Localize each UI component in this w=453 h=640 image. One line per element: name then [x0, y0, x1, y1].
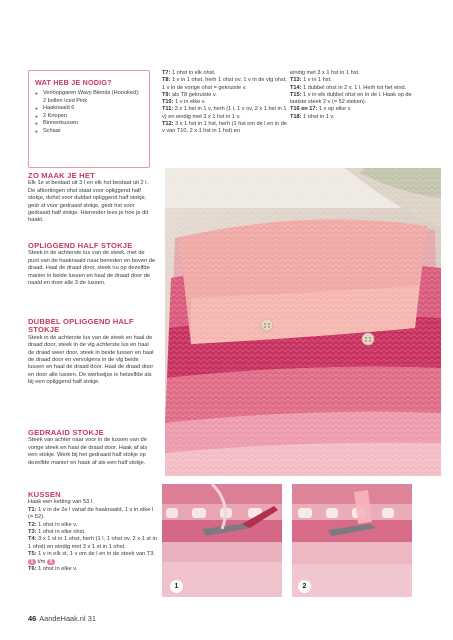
pattern-row: T3: 1 ohst in elke ohst. — [28, 529, 86, 536]
step-illustration — [292, 484, 412, 597]
pattern-row: eindig met 3 x 1 hst in 1 hst. — [290, 70, 360, 76]
section-title: DUBBEL OPLIGGEND HALF STOKJE — [28, 317, 134, 335]
step-badge: 1 — [170, 580, 183, 593]
materials-list — [35, 90, 143, 136]
materials-item: ● Verloopgaren Wavy Blends (Hoooked): 2 bollen Iced Pink — [35, 90, 143, 105]
section-opliggend — [28, 242, 156, 287]
section-text: Steek in de achterste lus van de steek, met de punt van de haaknaald naar beneden en boven de draad. Haal de draad door, steek nu op dezelfde manier in beide lussen en haal de draad door de naald en door alle 3 de lussen. — [28, 250, 156, 287]
section-text: Steek in de achterste lus van de steek en haal de draad door, steek in de vlg achterste lus en haal de draad weer door, steek in beide lussen en haal de draad door en vervolgens in de vlg beide lussen en haal de draad door. Haal de draad door en door alle lussen. De werkwijze is hetzelfde als bij een opliggend half stokje. — [28, 334, 154, 386]
section-title: ZO MAAK JE HET — [28, 171, 95, 180]
pattern-row: T12: 3 x 1 hst in 1 hst, herh (1 hst om de l en in de v van T10, 2 x 1 hst in 1 hst) en — [162, 121, 288, 135]
materials-item: ● Haaknaald 6 — [35, 105, 143, 113]
materials-item: ● 2 Knopen — [35, 113, 143, 121]
pattern-row: T7: 1 ohst in elk ohst. — [162, 70, 216, 76]
repeat-badge: 1 — [28, 559, 36, 565]
step-photo-2 — [292, 484, 412, 597]
pattern-row: T10: 1 v in elke v. — [162, 99, 206, 106]
section-text: Steek van achter naar voor in de lussen van de vorige steek en haal de draad door. Haak af als een stokje. Werk bij het gedraaid half stokje op dezelfde manier en haak af als een half stokje. — [28, 437, 148, 466]
step-photo-1 — [162, 484, 282, 597]
section-zo-maak — [28, 172, 156, 225]
pattern-column-right — [290, 70, 418, 121]
pillow-illustration — [165, 168, 441, 476]
pattern-row: T15: 1 v in elk dubbel ohst en in de l. Haak op de laatste steek 2 v (= 52 steken). — [290, 91, 412, 106]
pattern-row: T6: 1 ohst in elke v. — [28, 566, 78, 573]
pattern-row: T14: 1 dubbel ohst in 2 v, 1 l. Herh tot het eind. — [290, 84, 407, 91]
pattern-row: T2: 1 ohst in elke v. — [28, 521, 78, 528]
materials-title: WAT HEB JE NODIG? — [35, 78, 112, 87]
repeat-range-text: t/m — [37, 558, 46, 565]
page-number: 46 — [28, 614, 37, 623]
materials-item: ● Binnenkussen — [35, 120, 143, 128]
pattern-column-middle — [162, 70, 288, 136]
section-text: Elk 1e st bestaat uit 3 l en elk hst bestaat uit 2 l. De afkortingen ohst staat voor opliggend half stokje, dohst voor dubbel opliggend half stokje, gedr st voor gedraaid stokje, gedr hst voor gedraaid half stokje. Hieronder lees je hoe je dit haakt. — [28, 180, 149, 224]
step-badge: 2 — [298, 580, 311, 593]
page-footer — [28, 614, 96, 623]
pattern-row: T11: 3 x 1 hst in 1 v, herh (1 l, 1 v ov, 2 x 1 hst in 1 v) en eindig met 3 x 1 hst in 1 v. — [162, 106, 287, 120]
section-kussen — [28, 491, 158, 573]
pattern-row: T16 en 17: 1 v op elke v. — [290, 106, 352, 113]
pattern-row: T9: als T8 gekruiste v. — [162, 91, 217, 98]
section-text: Haak een ketting van 53 l. — [28, 499, 94, 506]
section-title: KUSSEN — [28, 490, 61, 499]
pattern-row: T5: 1 v in elk st, 1 v om de l en in de steek van T3. 1 t/m 5 — [28, 551, 155, 565]
pattern-row: T4: 3 x 1 st in 1 ohst, herh (1 l, 1 ohst ov, 2 x 1 st in 1 ohst) en eindig met 3 x 1 st in 1 ohst. — [28, 536, 157, 550]
section-title: OPLIGGEND HALF STOKJE — [28, 241, 133, 250]
section-title: GEDRAAID STOKJE — [28, 428, 104, 437]
section-gedraaid — [28, 429, 156, 467]
section-dubbel — [28, 318, 156, 387]
pattern-row: T1: 1 v in de 2e l vanaf de haaknaald, 1 v in elke l (= 52). — [28, 506, 154, 521]
pattern-row: T13: 1 v in 1 hst. — [290, 77, 332, 84]
materials-box — [28, 70, 150, 168]
pattern-row: T8: 1 v in 1 ohst, herh 1 ohst ov, 1 v in de vlg ohst, 1 v in de vorige ohst = gekruiste v. — [162, 77, 287, 91]
footer-site: AandeHaak.nl 31 — [39, 614, 96, 623]
pattern-row: T18: 1 ohst in 1 v. — [290, 113, 335, 120]
pillow-photo — [165, 168, 441, 476]
materials-item: ● Schaar — [35, 128, 143, 136]
repeat-badge: 5 — [47, 559, 55, 565]
